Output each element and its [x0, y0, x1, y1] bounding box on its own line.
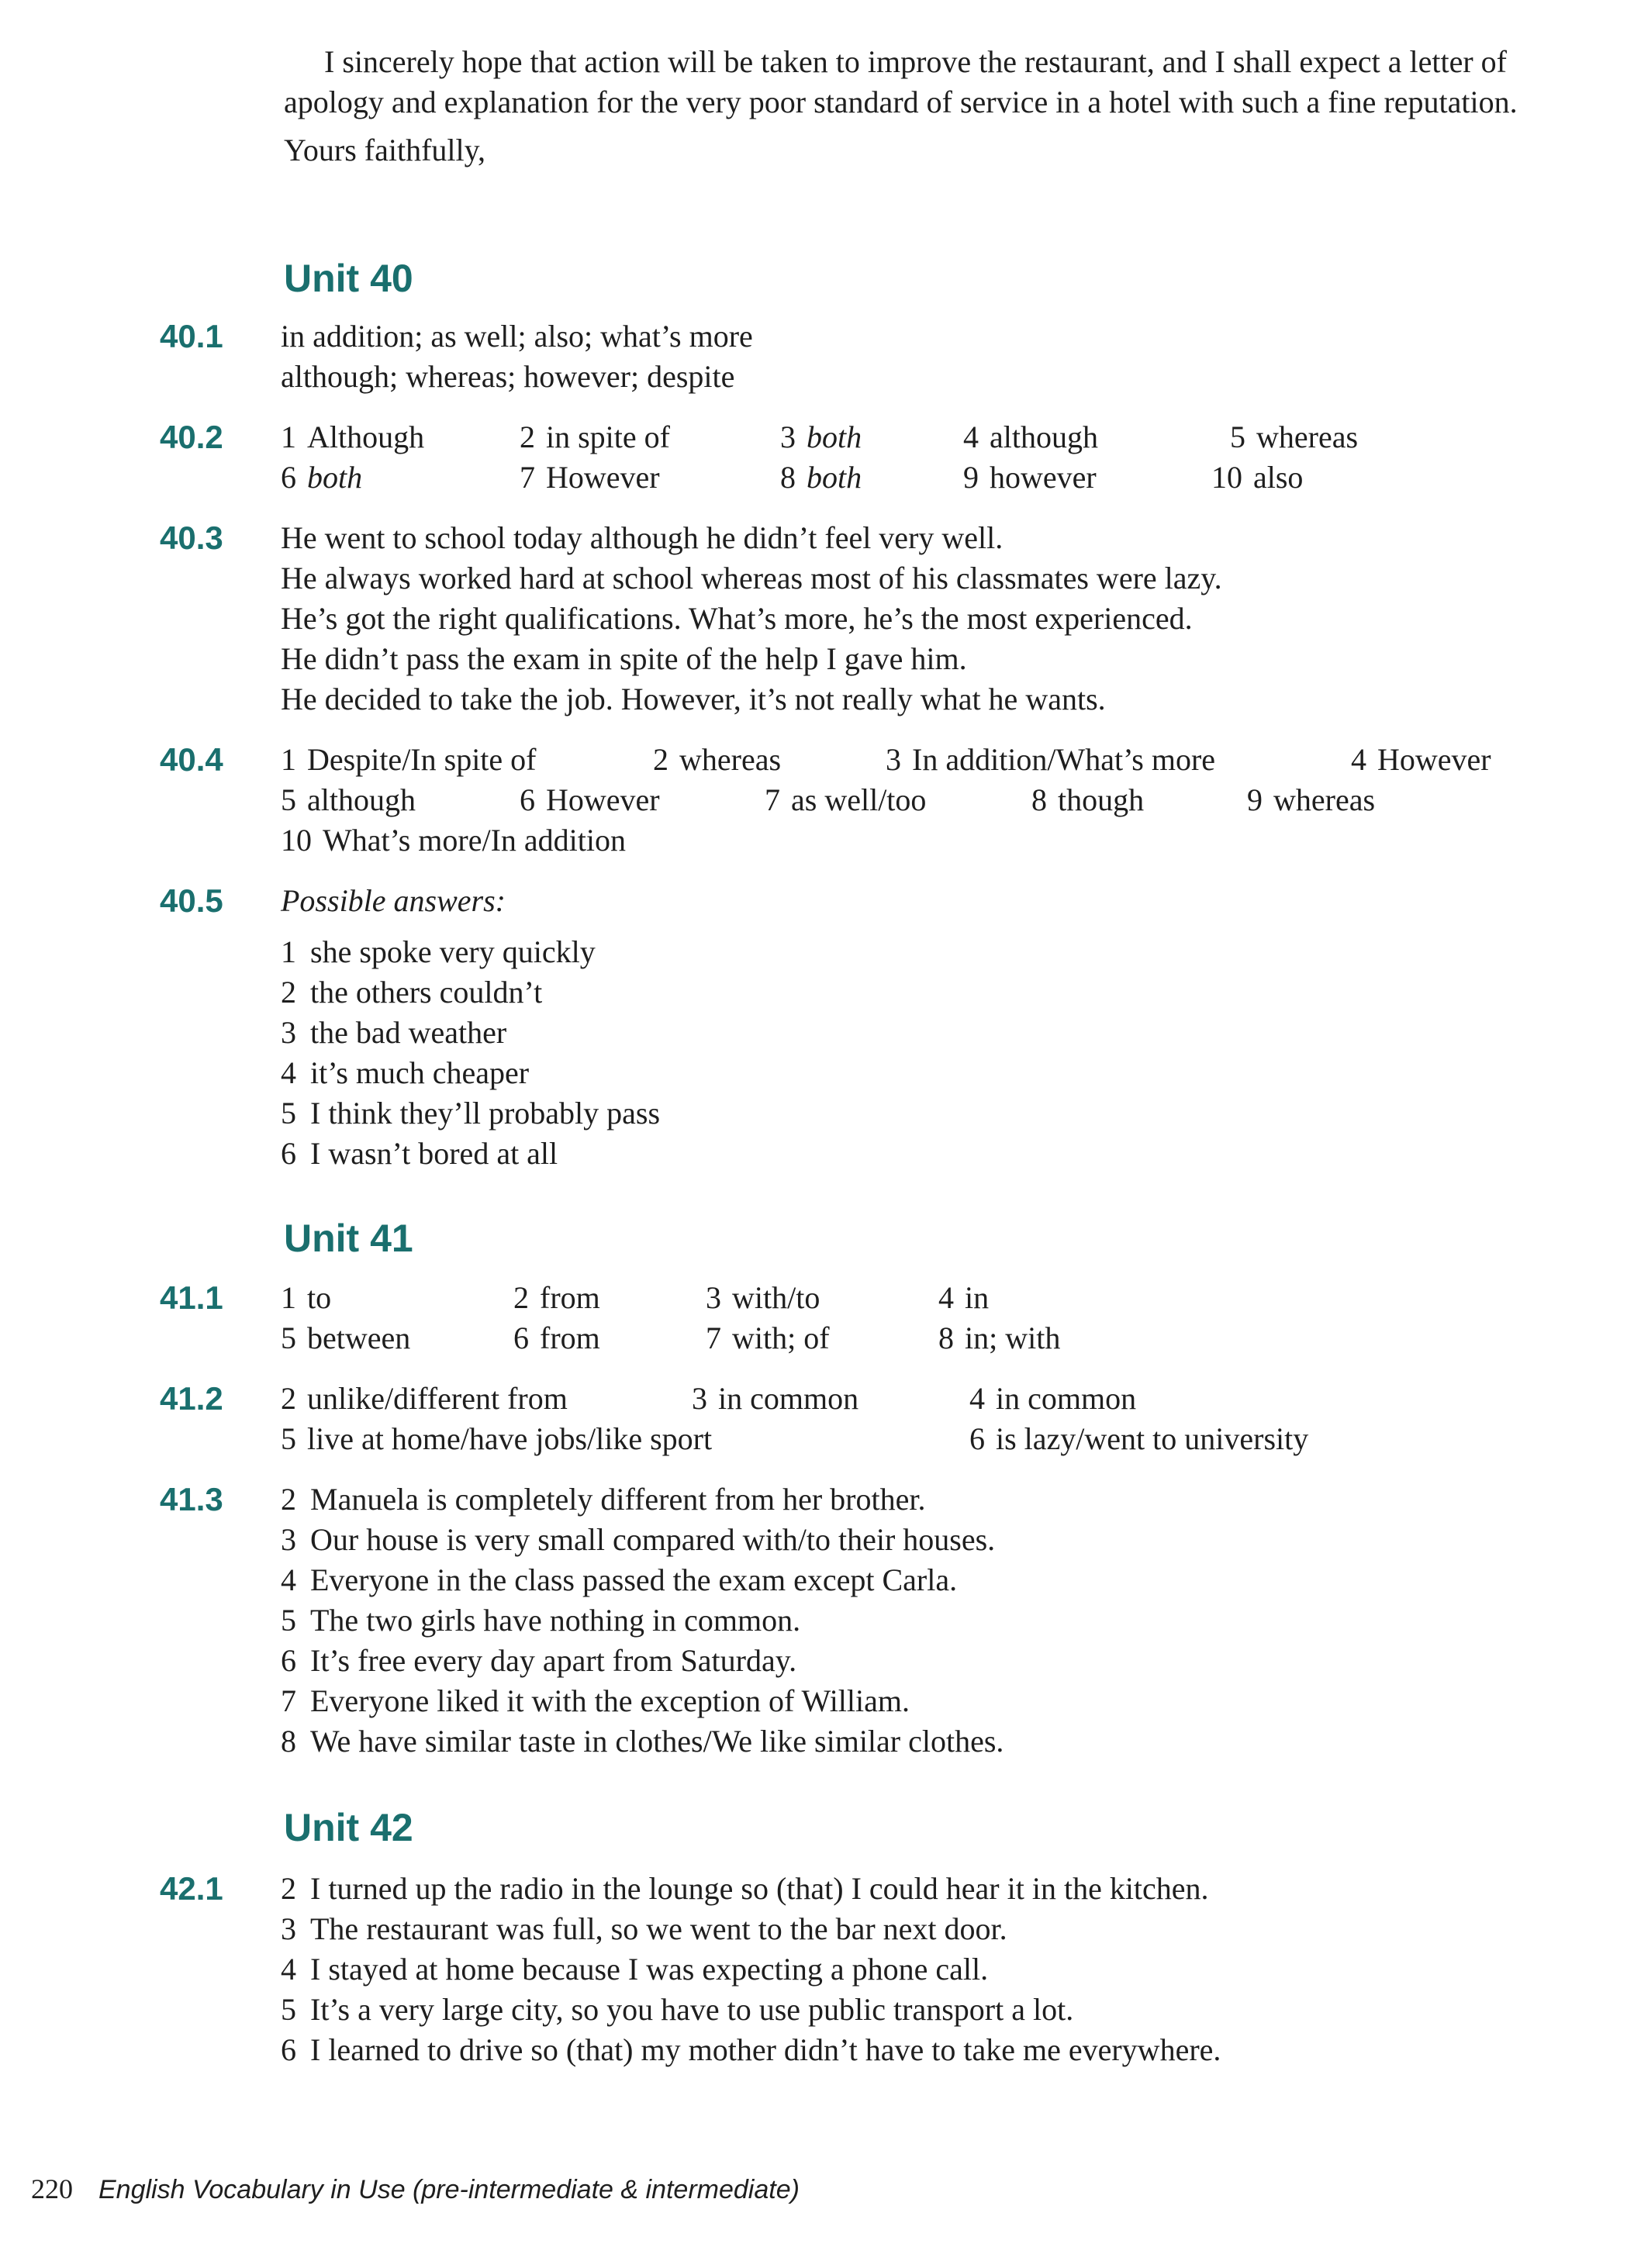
answer-item: 8 in; with — [938, 1320, 1061, 1355]
answer-item: 4 in — [938, 1280, 990, 1315]
answer-item: 7 However — [520, 460, 660, 495]
answer-item: 6 both — [281, 460, 363, 495]
answer-item: 2 unlike/different from — [281, 1381, 568, 1416]
exercise-number: 40.3 — [160, 520, 223, 556]
answer-item: 3 in common — [692, 1381, 859, 1416]
answer-item: 10 What’s more/In addition — [281, 823, 627, 858]
answer-item: 3 In addition/What’s more — [886, 742, 1216, 777]
answer-item: 1 to — [281, 1280, 332, 1315]
letter-paragraph: I sincerely hope that action will be taken to improve the restaurant, and I shall expect a letter of apology and explanation for the very poor standard of service in a hotel with such a fine reputation. — [284, 44, 1518, 119]
answer-item: 2 whereas — [653, 742, 782, 777]
answer-item: 6 However — [520, 782, 660, 817]
answer-item: 3 The restaurant was full, so we went to the bar next door. — [281, 1911, 1007, 1946]
answer-item: 5 although — [281, 782, 416, 817]
exercise-40-5-answers — [281, 881, 660, 1174]
letter-closing: Yours faithfully, — [284, 133, 486, 167]
exercise-number: 41.2 — [160, 1380, 223, 1417]
answer-line: He’s got the right qualifications. What’s more, he’s the most experienced. — [281, 601, 1193, 636]
unit-41-heading: Unit 41 — [284, 1217, 413, 1260]
answer-item: 4 However — [1351, 742, 1491, 777]
answer-line: He decided to take the job. However, it’s not really what he wants. — [281, 682, 1106, 716]
answer-line: in addition; as well; also; what’s more — [281, 319, 753, 354]
answer-line: He went to school today although he didn’t feel very well. — [281, 520, 1004, 555]
unit-42-heading: Unit 42 — [284, 1806, 413, 1849]
exercise-40-1-answers — [281, 316, 753, 397]
answer-item: 5 between — [281, 1320, 411, 1355]
answer-item: 3 Our house is very small compared with/to their houses. — [281, 1522, 996, 1557]
answer-item: 5 The two girls have nothing in common. — [281, 1603, 801, 1638]
exercise-number: 42.1 — [160, 1870, 223, 1907]
answer-item: 4 Everyone in the class passed the exam except Carla. — [281, 1562, 958, 1597]
answer-line: He didn’t pass the exam in spite of the help I gave him. — [281, 641, 967, 676]
answer-line: He always worked hard at school whereas most of his classmates were lazy. — [281, 561, 1222, 595]
answer-item: 4 it’s much cheaper — [281, 1055, 530, 1090]
answer-item: 9 however — [963, 460, 1097, 495]
answer-item: 5 It’s a very large city, so you have to use public transport a lot. — [281, 1992, 1074, 2027]
answer-item: 9 whereas — [1247, 782, 1376, 817]
answer-item: 2 in spite of — [520, 419, 670, 454]
page-footer — [31, 2173, 800, 2205]
answer-item: 4 in common — [969, 1381, 1137, 1416]
answer-item: 8 both — [780, 460, 862, 495]
exercise-number: 40.2 — [160, 419, 223, 455]
exercise-40-3-answers — [281, 518, 1222, 720]
answer-item: 6 I wasn’t bored at all — [281, 1136, 558, 1171]
answer-item: 5 live at home/have jobs/like sport — [281, 1421, 713, 1456]
answer-item: 4 although — [963, 419, 1098, 454]
answer-item: 2 from — [513, 1280, 600, 1315]
answer-item: 8 though — [1031, 782, 1145, 817]
answer-item: 6 I learned to drive so (that) my mother didn’t have to take me everywhere. — [281, 2032, 1221, 2067]
exercise-41-3-answers — [281, 1479, 1004, 1762]
answers-intro: Possible answers: — [281, 883, 506, 918]
page-number: 220 — [31, 2173, 73, 2204]
answer-item: 7 as well/too — [765, 782, 927, 817]
answer-item: 8 We have similar taste in clothes/We like similar clothes. — [281, 1724, 1004, 1759]
answer-item: 5 I think they’ll probably pass — [281, 1096, 661, 1131]
exercise-number: 41.3 — [160, 1481, 223, 1517]
answer-item: 1 Although — [281, 419, 425, 454]
exercise-42-1-answers — [281, 1869, 1221, 2070]
answer-item: 6 from — [513, 1320, 600, 1355]
answer-item: 3 the bad weather — [281, 1015, 507, 1050]
exercise-number: 40.5 — [160, 882, 223, 919]
exercise-number: 40.4 — [160, 741, 223, 778]
exercise-number: 41.1 — [160, 1279, 223, 1316]
unit-40-heading: Unit 40 — [284, 257, 413, 300]
answer-item: 10 also — [1211, 460, 1304, 495]
answer-item: 2 the others couldn’t — [281, 975, 543, 1010]
letter-ending — [284, 42, 1602, 171]
answer-item: 1 Despite/In spite of — [281, 742, 537, 777]
answer-item: 3 with/to — [706, 1280, 820, 1315]
exercise-number: 40.1 — [160, 318, 223, 354]
answer-item: 7 with; of — [706, 1320, 830, 1355]
answer-line: although; whereas; however; despite — [281, 359, 735, 394]
answer-item: 7 Everyone liked it with the exception of William. — [281, 1683, 910, 1718]
answer-item: 6 It’s free every day apart from Saturday. — [281, 1643, 797, 1678]
answer-item: 4 I stayed at home because I was expecting a phone call. — [281, 1952, 989, 1987]
answer-item: 6 is lazy/went to university — [969, 1421, 1309, 1456]
answer-item: 2 I turned up the radio in the lounge so (that) I could hear it in the kitchen. — [281, 1871, 1209, 1906]
book-title: English Vocabulary in Use (pre-intermediate & intermediate) — [98, 2175, 800, 2204]
answer-item: 5 whereas — [1230, 419, 1359, 454]
answer-item: 2 Manuela is completely different from her brother. — [281, 1482, 926, 1517]
answer-item: 3 both — [780, 419, 862, 454]
answer-item: 1 she spoke very quickly — [281, 934, 596, 969]
